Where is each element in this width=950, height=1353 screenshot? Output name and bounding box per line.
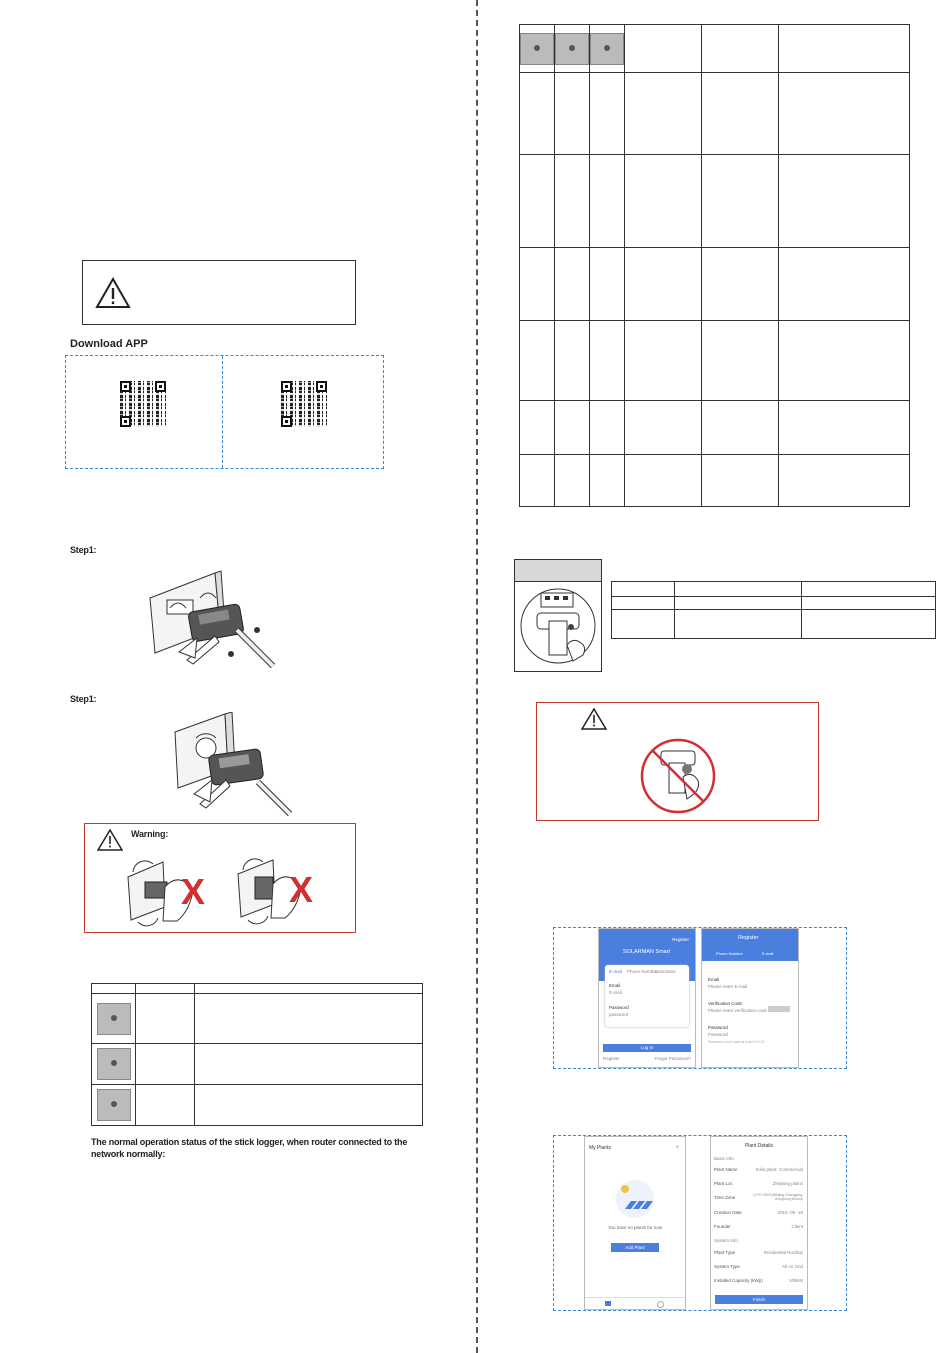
detail-key: Plant Name xyxy=(714,1167,738,1172)
reset-table xyxy=(611,581,936,639)
step1-label-b: Step1: xyxy=(70,694,97,704)
plant-details-screen xyxy=(710,1136,808,1310)
reset-warning-box xyxy=(536,702,819,821)
warning-label: Warning: xyxy=(131,829,169,839)
password-hint: Password must have at least 6 to 20 xyxy=(708,1040,765,1044)
tab-username[interactable]: Username xyxy=(655,969,676,974)
reset-button-figure xyxy=(514,559,602,672)
tab-phone[interactable]: Phone Number xyxy=(627,969,658,974)
led-indicator xyxy=(97,1048,131,1080)
verify-input[interactable]: Please enter verification code xyxy=(708,1008,768,1013)
my-plants-title: My Plants xyxy=(589,1145,611,1151)
login-screen xyxy=(598,928,696,1068)
add-icon[interactable]: + xyxy=(675,1145,679,1151)
download-app-title: Download APP xyxy=(70,338,148,350)
email-input[interactable]: Please enter E-mail xyxy=(708,984,748,989)
register-header xyxy=(702,929,798,961)
led-indicator xyxy=(97,1003,131,1035)
detail-value: 2019 -05 -16 xyxy=(777,1210,803,1215)
email-input[interactable]: E-mail xyxy=(609,990,622,995)
verify-label: Verification Code xyxy=(708,1001,743,1006)
register-title: Register xyxy=(738,935,759,941)
bottom-nav xyxy=(585,1297,685,1310)
qr-divider xyxy=(222,356,223,468)
password-input[interactable]: password xyxy=(609,1012,629,1017)
led-indicator xyxy=(97,1089,131,1121)
install-illustration-b xyxy=(170,712,295,820)
tab-email[interactable]: E-mail xyxy=(762,951,774,956)
tab-email[interactable]: E-mail xyxy=(609,969,622,974)
app-login-panel xyxy=(553,927,847,1069)
detail-key: Time Zone xyxy=(714,1195,736,1200)
caution-box xyxy=(82,260,356,325)
detail-key: Plant Loc xyxy=(714,1181,733,1186)
qr-code-android[interactable] xyxy=(120,381,166,427)
password-input[interactable]: Password xyxy=(708,1032,728,1037)
detail-value: Client xyxy=(791,1224,803,1229)
led-table-left xyxy=(91,983,423,1126)
plant-details-title: Plant Details xyxy=(744,1143,774,1149)
basic-info-section: Basic Info xyxy=(714,1156,734,1161)
empty-text: You have no plants for now xyxy=(607,1225,663,1230)
brand-name: SOLARMAN Smart xyxy=(623,949,671,955)
detail-value: Residential Rooftop xyxy=(763,1250,803,1255)
detail-key: Founder xyxy=(714,1224,731,1229)
warning-triangle-icon xyxy=(581,708,607,730)
normal-status-text: The normal operation status of the stick logger, when router connected to the network normally: xyxy=(91,1137,408,1159)
warning-triangle-icon xyxy=(95,277,131,309)
qr-panel xyxy=(65,355,384,469)
send-code-button[interactable] xyxy=(768,1006,790,1012)
figure-header xyxy=(515,560,601,582)
login-card xyxy=(605,965,689,1027)
password-label: Password xyxy=(708,1025,728,1030)
home-icon[interactable] xyxy=(605,1301,611,1306)
install-illustration-a xyxy=(145,568,280,673)
led-status-table xyxy=(519,24,910,507)
add-plant-button[interactable]: Add Plant xyxy=(611,1243,659,1252)
email-label: Email xyxy=(708,977,720,982)
detail-key: Creation Date xyxy=(714,1210,742,1215)
profile-icon[interactable] xyxy=(657,1301,664,1308)
login-button[interactable]: Log In xyxy=(603,1044,691,1052)
password-label: Password xyxy=(609,1005,629,1010)
register-screen xyxy=(701,928,799,1068)
detail-value: All on Grid xyxy=(781,1264,803,1269)
empty-plants-icon xyxy=(615,1179,655,1219)
finish-button[interactable]: Finish xyxy=(715,1295,803,1304)
qr-code-ios[interactable] xyxy=(281,381,327,427)
tab-phone-number[interactable]: Phone Number xyxy=(716,951,743,956)
led-com xyxy=(555,33,589,65)
detail-key: Installed Capacity (kWp) xyxy=(714,1278,763,1283)
detail-value: (UTC+08:00)Beijing,Chongqing, Hongkong,Urumqi xyxy=(753,1193,803,1201)
detail-value: Solis plant- Commercial xyxy=(755,1167,803,1172)
register-link[interactable]: Register xyxy=(672,937,689,942)
detail-value: 100kW xyxy=(788,1278,803,1283)
register-bottom-link[interactable]: Register xyxy=(603,1056,620,1061)
prohibited-icon xyxy=(639,737,717,815)
page-divider xyxy=(476,0,478,1353)
detail-key: System Type xyxy=(714,1264,740,1269)
svg-text:X: X xyxy=(289,869,314,910)
wrong-twist-illustration xyxy=(123,852,323,930)
led-ready xyxy=(590,33,624,65)
forgot-password-link[interactable]: Forgot Password? xyxy=(654,1056,691,1061)
reset-closeup-illustration xyxy=(519,585,597,667)
warning-box xyxy=(84,823,356,933)
detail-value: Zhejiang plains xyxy=(772,1181,803,1186)
warning-triangle-icon xyxy=(97,829,123,851)
my-plants-screen xyxy=(584,1136,686,1310)
step1-label-a: Step1: xyxy=(70,545,97,555)
email-label: Email xyxy=(609,983,621,988)
detail-key: Plant Type xyxy=(714,1250,736,1255)
led-net xyxy=(520,33,554,65)
system-info-section: System Info xyxy=(714,1238,738,1243)
app-plants-panel xyxy=(553,1135,847,1311)
svg-text:X: X xyxy=(181,871,206,912)
